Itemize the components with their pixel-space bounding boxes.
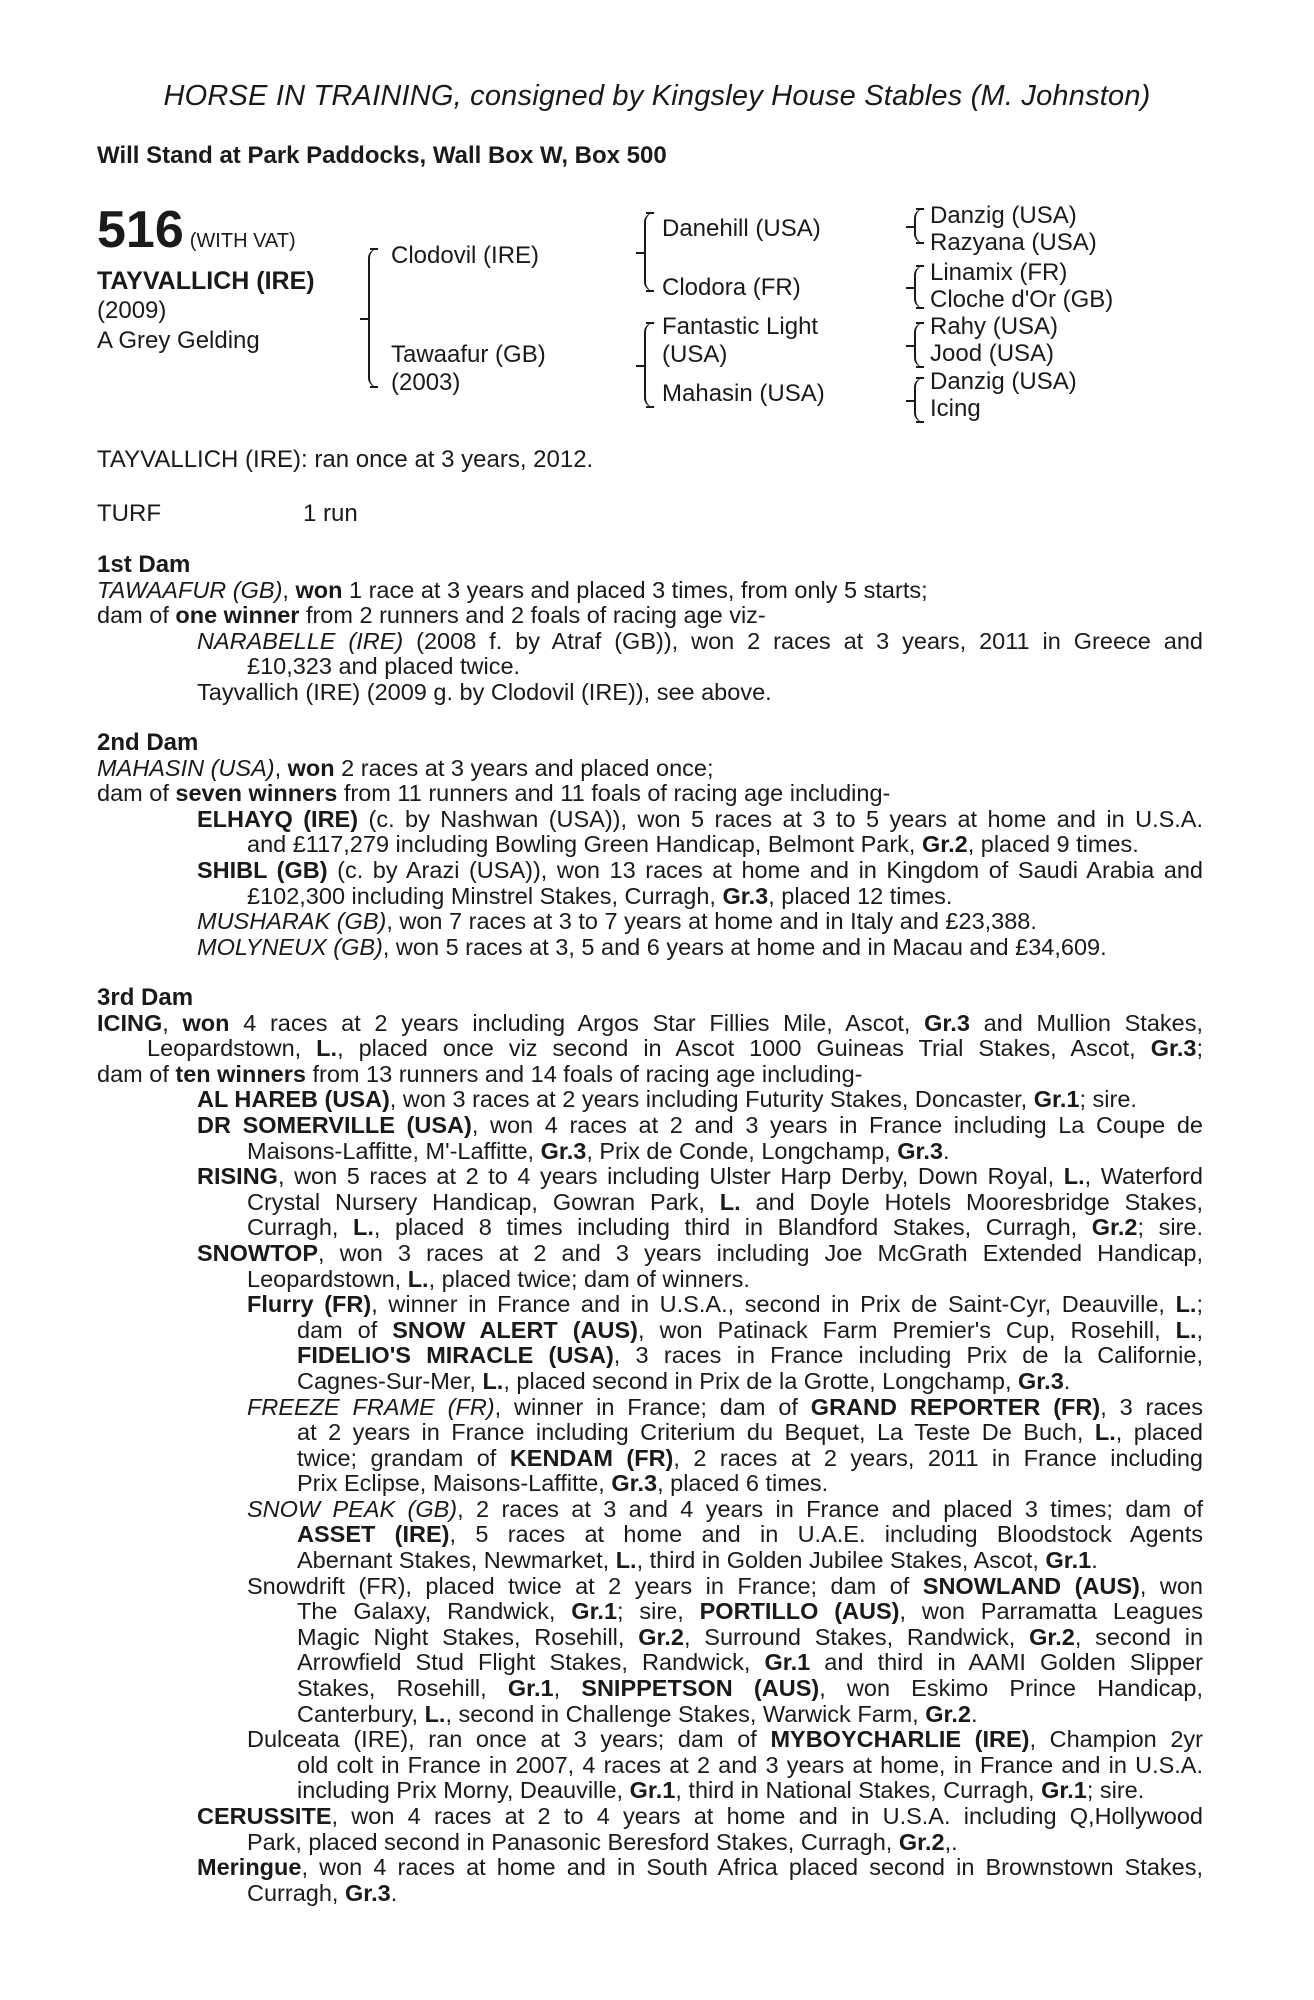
pedigree-g4: Cloche d'Or (GB) — [930, 286, 1114, 313]
text-line: DR SOMERVILLE (USA), won 4 races at 2 and 3 years in France including La Coupe de — [197, 1111, 1204, 1138]
pedigree-dam — [391, 341, 546, 397]
text-line: SNOWTOP, won 3 races at 2 and 3 years including Joe McGrath Extended Handicap, — [197, 1239, 1203, 1266]
pedigree-brace-sire — [644, 212, 656, 292]
pedigree-sire-sire: Danehill (USA) — [662, 215, 821, 242]
text-line: Tayvallich (IRE) (2009 g. by Clodovil (IRE)), see above. — [197, 678, 772, 705]
horse-description: A Grey Gelding — [97, 327, 260, 354]
first-dam-section — [97, 552, 1203, 706]
pedigree-g3: Linamix (FR) — [930, 259, 1068, 286]
pedigree-g5: Rahy (USA) — [930, 313, 1059, 340]
second-dam-heading: 2nd Dam — [97, 729, 199, 756]
text-line: twice; grandam of KENDAM (FR), 2 races at 2 years, 2011 in France including — [297, 1444, 1203, 1471]
text-line: FREEZE FRAME (FR), winner in France; dam of GRAND REPORTER (FR), 3 races — [247, 1393, 1203, 1420]
text-line: old colt in France in 2007, 4 races at 2 and 3 years at home, in France and in U.S.A. — [297, 1751, 1203, 1778]
pedigree-brace-dam — [644, 322, 656, 408]
pedigree-g1: Danzig (USA) — [930, 202, 1077, 229]
text-line: Crystal Nursery Handicap, Gowran Park, L. and Doyle Hotels Mooresbridge Stakes, — [247, 1188, 1203, 1215]
page-title: HORSE IN TRAINING, consigned by Kingsley House Stables (M. Johnston) — [163, 80, 1151, 112]
text-line: Curragh, Gr.3. — [247, 1879, 398, 1906]
lot-number: 516 — [97, 201, 184, 259]
pedigree-dam-dam: Mahasin (USA) — [662, 380, 825, 407]
pedigree-g6: Jood (USA) — [930, 340, 1055, 367]
pedigree-brace-g34 — [914, 265, 926, 309]
third-dam-heading: 3rd Dam — [97, 984, 194, 1011]
foaling-year: (2009) — [97, 297, 167, 324]
text-line: £10,323 and placed twice. — [247, 653, 521, 680]
text-line: Curragh, L., placed 8 times including third in Blandford Stakes, Curragh, Gr.2; sire. — [247, 1214, 1203, 1241]
box-location: Will Stand at Park Paddocks, Wall Box W, Box 500 — [97, 142, 667, 169]
text-line: Leopardstown, L., placed twice; dam of winners. — [247, 1265, 750, 1292]
first-dam-heading: 1st Dam — [97, 551, 191, 578]
third-dam-section — [97, 985, 1203, 1906]
text-line: Cagnes-Sur-Mer, L., placed second in Prix de la Grotte, Longchamp, Gr.3. — [297, 1367, 1071, 1394]
text-line: dam of SNOW ALERT (AUS), won Patinack Farm Premier's Cup, Rosehill, L., — [297, 1316, 1204, 1343]
text-line: Prix Eclipse, Maisons-Laffitte, Gr.3, placed 6 times. — [297, 1470, 829, 1497]
turf-runs: 1 run — [303, 500, 358, 527]
text-line: FIDELIO'S MIRACLE (USA), 3 races in France including Prix de la Californie, — [297, 1342, 1204, 1369]
text-line: Leopardstown, L., placed once viz second in Ascot 1000 Guineas Trial Stakes, Ascot, Gr.3; — [147, 1035, 1203, 1062]
text-line: Magic Night Stakes, Rosehill, Gr.2, Surround Stakes, Randwick, Gr.2, second in — [297, 1623, 1204, 1650]
pedigree-dam-sire-country: (USA) — [662, 341, 728, 368]
text-line: dam of ten winners from 13 runners and 14 foals of racing age including- — [97, 1060, 863, 1087]
pedigree-dam-name: Tawaafur (GB) — [391, 341, 546, 368]
pedigree-sire-dam: Clodora (FR) — [662, 274, 801, 301]
pedigree-brace-g78 — [914, 377, 926, 423]
text-line: Abernant Stakes, Newmarket, L., third in Golden Jubilee Stakes, Ascot, Gr.1. — [297, 1547, 1098, 1574]
text-line: at 2 years in France including Criterium du Bequet, La Teste De Buch, L., placed — [297, 1419, 1203, 1446]
text-line: Park, placed second in Panasonic Beresford Stakes, Curragh, Gr.2,. — [247, 1828, 958, 1855]
text-line: MOLYNEUX (GB), won 5 races at 3, 5 and 6 years at home and in Macau and £34,609. — [197, 933, 1107, 960]
pedigree-brace-main — [368, 248, 380, 388]
pedigree-brace-g12 — [914, 208, 926, 244]
text-line: SNOW PEAK (GB), 2 races at 3 and 4 years in France and placed 3 times; dam of — [247, 1495, 1204, 1522]
pedigree-dam-sire — [662, 313, 818, 369]
text-line: Meringue, won 4 races at home and in South Africa placed second in Brownstown Stakes, — [197, 1854, 1203, 1881]
text-line: The Galaxy, Randwick, Gr.1; sire, PORTILLO (AUS), won Parramatta Leagues — [297, 1598, 1204, 1625]
text-line: MAHASIN (USA), won 2 races at 3 years and placed once; — [97, 754, 714, 781]
text-line: dam of seven winners from 11 runners and 11 foals of racing age including- — [97, 780, 891, 807]
pedigree-brace-g56 — [914, 322, 926, 368]
text-line: RISING, won 5 races at 2 to 4 years including Ulster Harp Derby, Down Royal, L., Waterford — [197, 1163, 1204, 1190]
text-line: TAWAAFUR (GB), won 1 race at 3 years and placed 3 times, from only 5 starts; — [97, 576, 928, 603]
pedigree-dam-year: (2003) — [391, 369, 461, 396]
race-summary: TAYVALLICH (IRE): ran once at 3 years, 2012. — [97, 446, 594, 473]
text-line: dam of one winner from 2 runners and 2 foals of racing age viz- — [97, 602, 766, 629]
text-line: Flurry (FR), winner in France and in U.S.A., second in Prix de Saint-Cyr, Deauville, L.; — [247, 1291, 1203, 1318]
text-line: ASSET (IRE), 5 races at home and in U.A.E. including Bloodstock Agents — [297, 1521, 1203, 1548]
text-line: Arrowfield Stud Flight Stakes, Randwick, Gr.1 and third in AAMI Golden Slipper — [297, 1649, 1203, 1676]
vat-note: (WITH VAT) — [189, 230, 296, 252]
pedigree-g8: Icing — [930, 395, 981, 422]
text-line: and £117,279 including Bowling Green Handicap, Belmont Park, Gr.2, placed 9 times. — [247, 831, 1139, 858]
text-line: AL HAREB (USA), won 3 races at 2 years including Futurity Stakes, Doncaster, Gr.1; sire. — [197, 1086, 1137, 1113]
text-line: Dulceata (IRE), ran once at 3 years; dam of MYBOYCHARLIE (IRE), Champion 2yr — [247, 1726, 1203, 1753]
lot-details — [97, 200, 315, 356]
text-line: Stakes, Rosehill, Gr.1, SNIPPETSON (AUS), won Eskimo Prince Handicap, — [297, 1675, 1203, 1702]
pedigree-g7: Danzig (USA) — [930, 368, 1077, 395]
text-line: ELHAYQ (IRE) (c. by Nashwan (USA)), won 5 races at 3 to 5 years at home and in U.S.A. — [197, 805, 1204, 832]
horse-name: TAYVALLICH (IRE) — [97, 267, 315, 295]
second-dam-section — [97, 730, 1203, 960]
turf-label: TURF — [97, 500, 161, 527]
text-line: ICING, won 4 races at 2 years including Argos Star Fillies Mile, Ascot, Gr.3 and Mullion Stakes, — [97, 1009, 1204, 1036]
text-line: Maisons-Laffitte, M'-Laffitte, Gr.3, Prix de Conde, Longchamp, Gr.3. — [247, 1137, 950, 1164]
text-line: including Prix Morny, Deauville, Gr.1, third in National Stakes, Curragh, Gr.1; sire. — [297, 1777, 1145, 1804]
text-line: CERUSSITE, won 4 races at 2 to 4 years at home and in U.S.A. including Q,Hollywood — [197, 1803, 1203, 1829]
text-line: SHIBL (GB) (c. by Arazi (USA)), won 13 races at home and in Kingdom of Saudi Arabia and — [197, 856, 1203, 883]
text-line: NARABELLE (IRE) (2008 f. by Atraf (GB)), won 2 races at 3 years, 2011 in Greece and — [197, 627, 1203, 654]
text-line: Canterbury, L., second in Challenge Stakes, Warwick Farm, Gr.2. — [297, 1700, 978, 1727]
text-line: MUSHARAK (GB), won 7 races at 3 to 7 years at home and in Italy and £23,388. — [197, 908, 1037, 935]
pedigree-dam-sire-name: Fantastic Light — [662, 313, 819, 340]
pedigree-g2: Razyana (USA) — [930, 229, 1097, 256]
text-line: Snowdrift (FR), placed twice at 2 years in France; dam of SNOWLAND (AUS), won — [247, 1572, 1203, 1599]
text-line: £102,300 including Minstrel Stakes, Curragh, Gr.3, placed 12 times. — [247, 882, 953, 909]
pedigree-sire: Clodovil (IRE) — [391, 242, 540, 269]
